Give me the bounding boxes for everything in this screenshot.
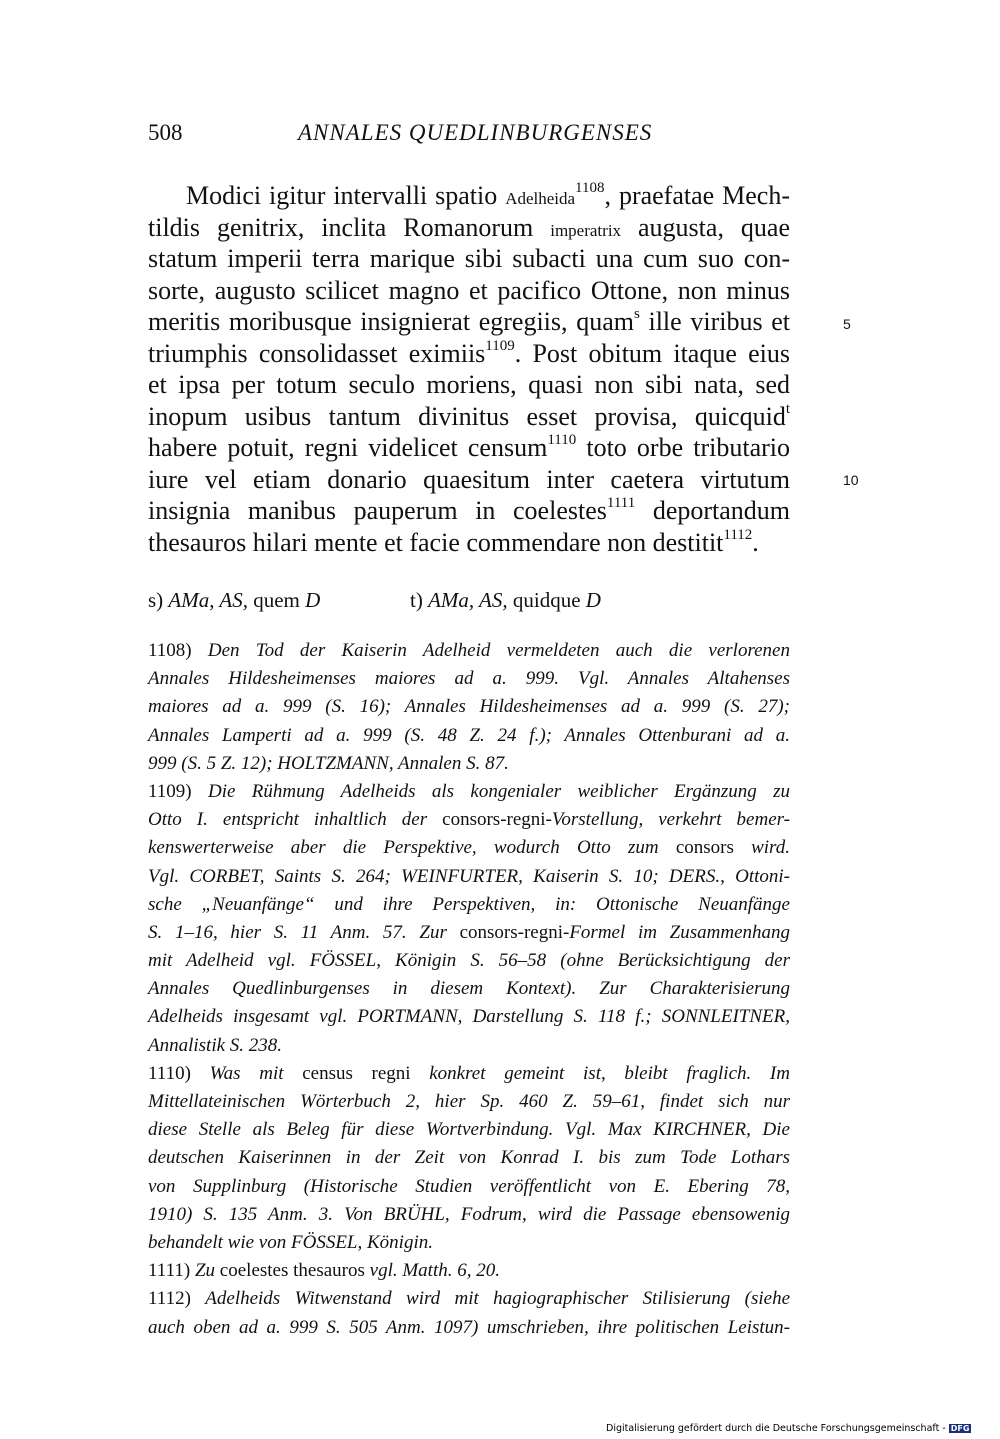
text-run: 1111) (148, 1260, 195, 1282)
footnote-line (148, 665, 790, 693)
footnote-ref: 1111 (606, 495, 636, 512)
text-run: meritis moribusque insignierat egregiis, quam (148, 307, 634, 336)
text-line (148, 306, 790, 338)
text-run: consors-regni- (459, 921, 570, 943)
footnotes (148, 637, 790, 1342)
text-run: S. 1–16, hier S. 11 Anm. 57. Zur (148, 921, 460, 943)
text-run: Vorstellung, verkehrt bemer- (551, 809, 790, 831)
page-header (148, 120, 788, 154)
text-run: imperatrix (550, 220, 622, 240)
text-run: iure vel etiam donario quaesitum inter caetera virtutum (148, 464, 790, 494)
text-run: insignia manibus pauperum in coelestes (148, 496, 607, 525)
text-run: sche „Neuanfänge“ und ihre Perspektiven, in: Ottonische Neuanfänge (148, 893, 790, 915)
page-number: 508 (148, 120, 183, 145)
text-run: 1910) S. 135 Anm. 3. Von BRÜHL, Fodrum, wird die Passage ebensowenig (148, 1203, 790, 1225)
critical-apparatus (148, 588, 788, 618)
footnote-line (148, 806, 790, 834)
footnote-line (148, 1088, 790, 1116)
text-run: auch oben ad a. 999 S. 505 Anm. 1097) umschrieben, ihre politischen Leistun- (148, 1316, 790, 1338)
running-title: ANNALES QUEDLINBURGENSES (298, 120, 653, 145)
text-run: Mittellateinischen Wörterbuch 2, hier Sp. 460 Z. 59–61, findet sich nur (148, 1091, 790, 1112)
text-run: kenswerterweise aber die Perspektive, wodurch Otto zum (148, 837, 676, 859)
text-run: Annalistik S. 238. (148, 1034, 283, 1056)
text-run: . Post obitum itaque eius (514, 338, 790, 368)
text-run: von Supplinburg (Historische Studien veröffentlicht von E. Ebering 78, (148, 1175, 790, 1197)
footnote-line (148, 975, 790, 1003)
text-line (148, 401, 790, 433)
text-run: konkret gemeint ist, bleibt fraglich. Im (410, 1062, 790, 1084)
text-run: Formel im Zusammenhang (569, 921, 790, 943)
text-run: Adelheids Witwenstand wird mit hagiographischer Stilisierung (siehe (205, 1288, 790, 1310)
footnote-line (148, 834, 790, 862)
footnote-line (148, 778, 790, 806)
text-run: s) (148, 588, 169, 612)
footnote-line (148, 1144, 790, 1172)
apparatus-note-t (410, 588, 601, 613)
main-text (148, 180, 790, 558)
text-line (148, 432, 790, 464)
apparatus-note-s (148, 588, 320, 613)
text-run: maiores ad a. 999 (S. 16); Annales Hildesheimenses ad a. 999 (S. 27); (148, 696, 790, 718)
text-run: quidque (507, 588, 586, 612)
text-run: wird. (733, 837, 790, 859)
text-run: census regni (302, 1062, 411, 1084)
text-run: Die Rühmung Adelheids als kongenialer weiblicher Ergänzung zu (207, 780, 790, 802)
text-run: , praefatae Mech- (604, 181, 790, 210)
text-run: 999 (S. 5 Z. 12); HOLTZMANN, Annalen S. 87. (148, 752, 509, 774)
text-run: Modici igitur intervalli spatio (186, 181, 506, 210)
text-line (148, 338, 790, 370)
footnote-ref: 1110 (547, 432, 577, 449)
footnote-line (148, 1032, 790, 1060)
text-run: 1108) (148, 640, 208, 661)
text-line (148, 275, 790, 307)
text-run: Annales Quedlinburgenses in diesem Kontext). Zur Charakterisierung (148, 978, 790, 1000)
text-run: Zu (194, 1260, 220, 1282)
footnote-line (148, 1229, 790, 1257)
text-run: ille viribus et (639, 307, 791, 336)
text-run: augusta, quae (621, 212, 790, 242)
line-number-5: 5 (843, 316, 851, 332)
text-run: Den Tod der Kaiserin Adelheid vermeldeten auch die verlorenen (207, 640, 790, 661)
text-run: Was mit (209, 1062, 303, 1084)
footnote-line (148, 1173, 790, 1201)
text-run: 1110) (148, 1062, 210, 1084)
text-run: mit Adelheid vgl. FÖSSEL, Königin S. 56–58 (ohne Berücksichtigung der (148, 950, 790, 972)
text-run: tildis genitrix, inclita Romanorum (148, 212, 551, 242)
text-run: Adelheids insgesamt vgl. PORTMANN, Darstellung S. 118 f.; SONNLEITNER, (148, 1006, 790, 1028)
text-line (148, 212, 790, 244)
text-run: Annales Hildesheimenses maiores ad a. 999. Vgl. Annales Altahenses (148, 668, 790, 690)
footnote-line (148, 947, 790, 975)
text-run: t) (410, 588, 429, 612)
digitization-footer (606, 1423, 971, 1434)
text-line (148, 527, 790, 559)
footnote-line (148, 1201, 790, 1229)
text-line (148, 243, 790, 275)
text-run: habere potuit, regni videlicet censum (148, 433, 548, 462)
text-run: toto orbe tributario (576, 433, 790, 462)
text-run: thesauros hilari mente et facie commendare non destitit (148, 527, 724, 557)
footnote-line (148, 1314, 790, 1342)
footnote-line (148, 693, 790, 721)
text-run: vgl. Matth. 6, 20. (364, 1260, 500, 1282)
text-run: . (752, 527, 759, 557)
footnote-line (148, 637, 790, 665)
text-run: Adelheida (505, 189, 576, 208)
text-run: D (305, 588, 321, 612)
text-line (148, 180, 790, 212)
text-run: coelestes thesauros (219, 1260, 365, 1282)
footnote-line (148, 891, 790, 919)
text-run: deportandum (635, 496, 791, 525)
text-run: statum imperii terra marique sibi subacti una cum suo con- (148, 244, 790, 273)
text-run: Vgl. CORBET, Saints S. 264; WEINFURTER, Kaiserin S. 10; DERS., Ottoni- (148, 865, 790, 887)
footnote-line (148, 722, 790, 750)
footnote-line (148, 919, 790, 947)
footnote-line (148, 1116, 790, 1144)
footnote-ref: s (633, 306, 640, 323)
text-line (148, 464, 790, 496)
text-run: Otto I. entspricht inhaltlich der (148, 809, 443, 831)
text-run: diese Stelle als Beleg für diese Wortverbindung. Vgl. Max KIRCHNER, Die (148, 1119, 790, 1141)
footnote-line (148, 1003, 790, 1031)
text-run: consors-regni- (442, 809, 552, 831)
footnote-line (148, 1285, 790, 1313)
text-run: 1112) (148, 1288, 206, 1310)
text-run: sorte, augusto scilicet magno et pacifico Ottone, non minus (148, 275, 790, 305)
footnote-ref: 1108 (575, 180, 605, 197)
text-run: inopum usibus tantum divinitus esset provisa, quicquid (148, 401, 786, 431)
text-run: triumphis consolidasset eximiis (148, 338, 486, 368)
text-run: behandelt wie von FÖSSEL, Königin. (148, 1231, 433, 1253)
text-line (148, 495, 790, 527)
footnote-ref: 1109 (485, 337, 515, 354)
text-run: D (585, 588, 601, 612)
dfg-logo: DFG (950, 1424, 970, 1433)
line-number-10: 10 (843, 472, 859, 488)
text-run: deutschen Kaiserinnen in der Zeit von Konrad I. bis zum Tode Lothars (148, 1147, 790, 1169)
footnote-ref: 1112 (723, 526, 753, 543)
text-run: 1109) (148, 780, 208, 802)
text-run: AMa, AS, (168, 588, 248, 612)
footer-text: Digitalisierung gefördert durch die Deutsche Forschungsgemeinschaft - (606, 1423, 946, 1434)
text-run: et ipsa per totum seculo moriens, quasi non sibi nata, sed (148, 370, 790, 399)
footnote-ref: t (785, 400, 790, 417)
footnote-line (148, 1257, 790, 1285)
text-run: Annales Lamperti ad a. 999 (S. 48 Z. 24 f.); Annales Ottenburani ad a. (148, 724, 790, 746)
text-run: AMa, AS, (428, 588, 508, 612)
footnote-line (148, 750, 790, 778)
text-run: consors (675, 837, 734, 859)
text-run: quem (247, 588, 306, 612)
text-line (148, 369, 790, 401)
footnote-line (148, 863, 790, 891)
footnote-line (148, 1060, 790, 1088)
